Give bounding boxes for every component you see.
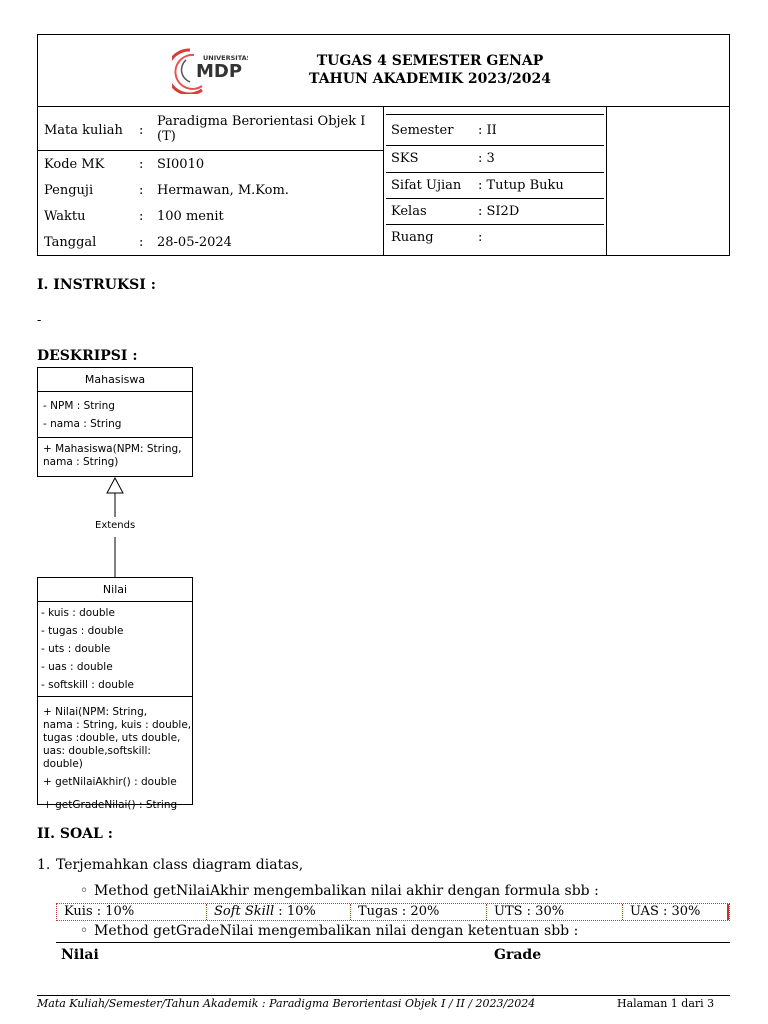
bullet-icon: ◦ [80, 883, 89, 899]
grade-col-nilai: Nilai [61, 947, 99, 963]
info-label-sifat-ujian: Sifat Ujian [391, 178, 462, 193]
weight-cell-kuis: Kuis : 10% [57, 904, 207, 920]
uml-attributes [38, 602, 192, 697]
info-value-mata-kuliah: Paradigma Berorientasi Objek I (T) [157, 114, 366, 144]
info-value-tanggal: 28-05-2024 [157, 235, 232, 250]
info-label-sks: SKS [391, 151, 419, 166]
uml-attribute: - kuis : double [41, 607, 115, 619]
logo-main-text: MDP [196, 61, 243, 82]
uml-attribute: - uas : double [41, 661, 113, 673]
info-value-penguji: Hermawan, M.Kom. [157, 183, 289, 198]
uml-attribute: - tugas : double [41, 625, 124, 637]
section-heading-instruksi: I. INSTRUKSI : [37, 277, 156, 293]
relation-label: Extends [95, 520, 136, 531]
instruksi-body: - [37, 313, 42, 328]
info-value-sifat-ujian: : Tutup Buku [478, 178, 564, 193]
bullet-icon: ◦ [80, 923, 89, 939]
info-label-tanggal: Tanggal [44, 235, 97, 250]
info-label-penguji: Penguji [44, 183, 94, 198]
uml-attribute: - softskill : double [41, 679, 134, 691]
weight-cell-uts: UTS : 30% [487, 904, 623, 920]
weight-label: : 10% [274, 904, 316, 919]
uml-method: uas: double,softskill: double) [43, 745, 151, 770]
info-sep: : [139, 123, 144, 138]
uml-method: + getNilaiAkhir() : double [43, 776, 177, 788]
weight-table [56, 903, 730, 921]
weight-cell-uas: UAS : 30% [623, 904, 729, 920]
footer-course-info: Mata Kuliah/Semester/Tahun Akademik : Paradigma Berorientasi Objek I / II / 2023/2024 [37, 997, 536, 1010]
info-label-mata-kuliah: Mata kuliah [44, 123, 123, 138]
row-divider [386, 145, 604, 146]
weight-italic: Soft Skill [214, 904, 275, 919]
info-value-sks: : 3 [478, 151, 495, 166]
uml-method: tugas :double, uts double, [43, 732, 181, 744]
info-sep: : [139, 209, 144, 224]
footer-page-number: Halaman 1 dari 3 [617, 997, 715, 1010]
uml-attribute: - NPM : String [43, 400, 115, 412]
uml-method: nama : String) [43, 456, 119, 468]
row-divider [386, 114, 604, 115]
uml-methods [38, 438, 192, 469]
row-divider [37, 150, 383, 151]
row-divider [386, 172, 604, 173]
uml-class-mahasiswa [37, 367, 193, 477]
row-divider [386, 198, 604, 199]
question-number: 1. [37, 857, 51, 873]
info-label-ruang: Ruang [391, 230, 434, 245]
column-divider [383, 106, 384, 256]
uml-attribute: - uts : double [41, 643, 111, 655]
question-text: Terjemahkan class diagram diatas, [56, 857, 304, 873]
title-line-1: TUGAS 4 SEMESTER GENAP [316, 53, 544, 69]
info-value-semester: : II [478, 123, 497, 138]
uml-class-name: Mahasiswa [38, 368, 192, 392]
uml-class-name: Nilai [38, 578, 192, 602]
grade-table-top-border [56, 942, 730, 943]
row-divider [386, 224, 604, 225]
uml-method: nama : String, kuis : double, [43, 719, 192, 731]
exam-title [180, 52, 680, 88]
info-value-kode-mk: SI0010 [157, 157, 205, 172]
info-sep: : [139, 183, 144, 198]
info-label-kode-mk: Kode MK [44, 157, 105, 172]
weight-cell-softskill [207, 904, 351, 920]
info-sep: : [139, 235, 144, 250]
info-label-waktu: Waktu [44, 209, 86, 224]
uml-method: + Mahasiswa(NPM: String, [43, 443, 182, 455]
uml-methods [38, 697, 192, 812]
bullet-text: Method getNilaiAkhir mengembalikan nilai akhir dengan formula sbb : [94, 883, 599, 899]
footer-divider [37, 995, 730, 996]
uml-attribute: - nama : String [43, 418, 122, 430]
info-value-kelas: : SI2D [478, 204, 520, 219]
logo-top-text: UNIVERSITAS [203, 54, 248, 62]
grade-col-grade: Grade [494, 947, 542, 963]
section-heading-deskripsi: DESKRIPSI : [37, 348, 138, 364]
uml-method: + getGradeNilai() : String [43, 799, 178, 811]
info-value-ruang: : [478, 230, 483, 245]
info-sep: : [139, 157, 144, 172]
info-label-kelas: Kelas [391, 204, 427, 219]
uml-attributes [38, 392, 192, 438]
title-line-2: TAHUN AKADEMIK 2023/2024 [309, 71, 551, 87]
uml-method: + Nilai(NPM: String, [43, 706, 148, 718]
column-divider [606, 106, 607, 256]
info-value-waktu: 100 menit [157, 209, 224, 224]
weight-cell-tugas: Tugas : 20% [351, 904, 487, 920]
uml-class-nilai [37, 577, 193, 811]
info-label-semester: Semester [391, 123, 454, 138]
bullet-text: Method getGradeNilai mengembalikan nilai dengan ketentuan sbb : [94, 923, 579, 939]
section-heading-soal: II. SOAL : [37, 826, 113, 842]
